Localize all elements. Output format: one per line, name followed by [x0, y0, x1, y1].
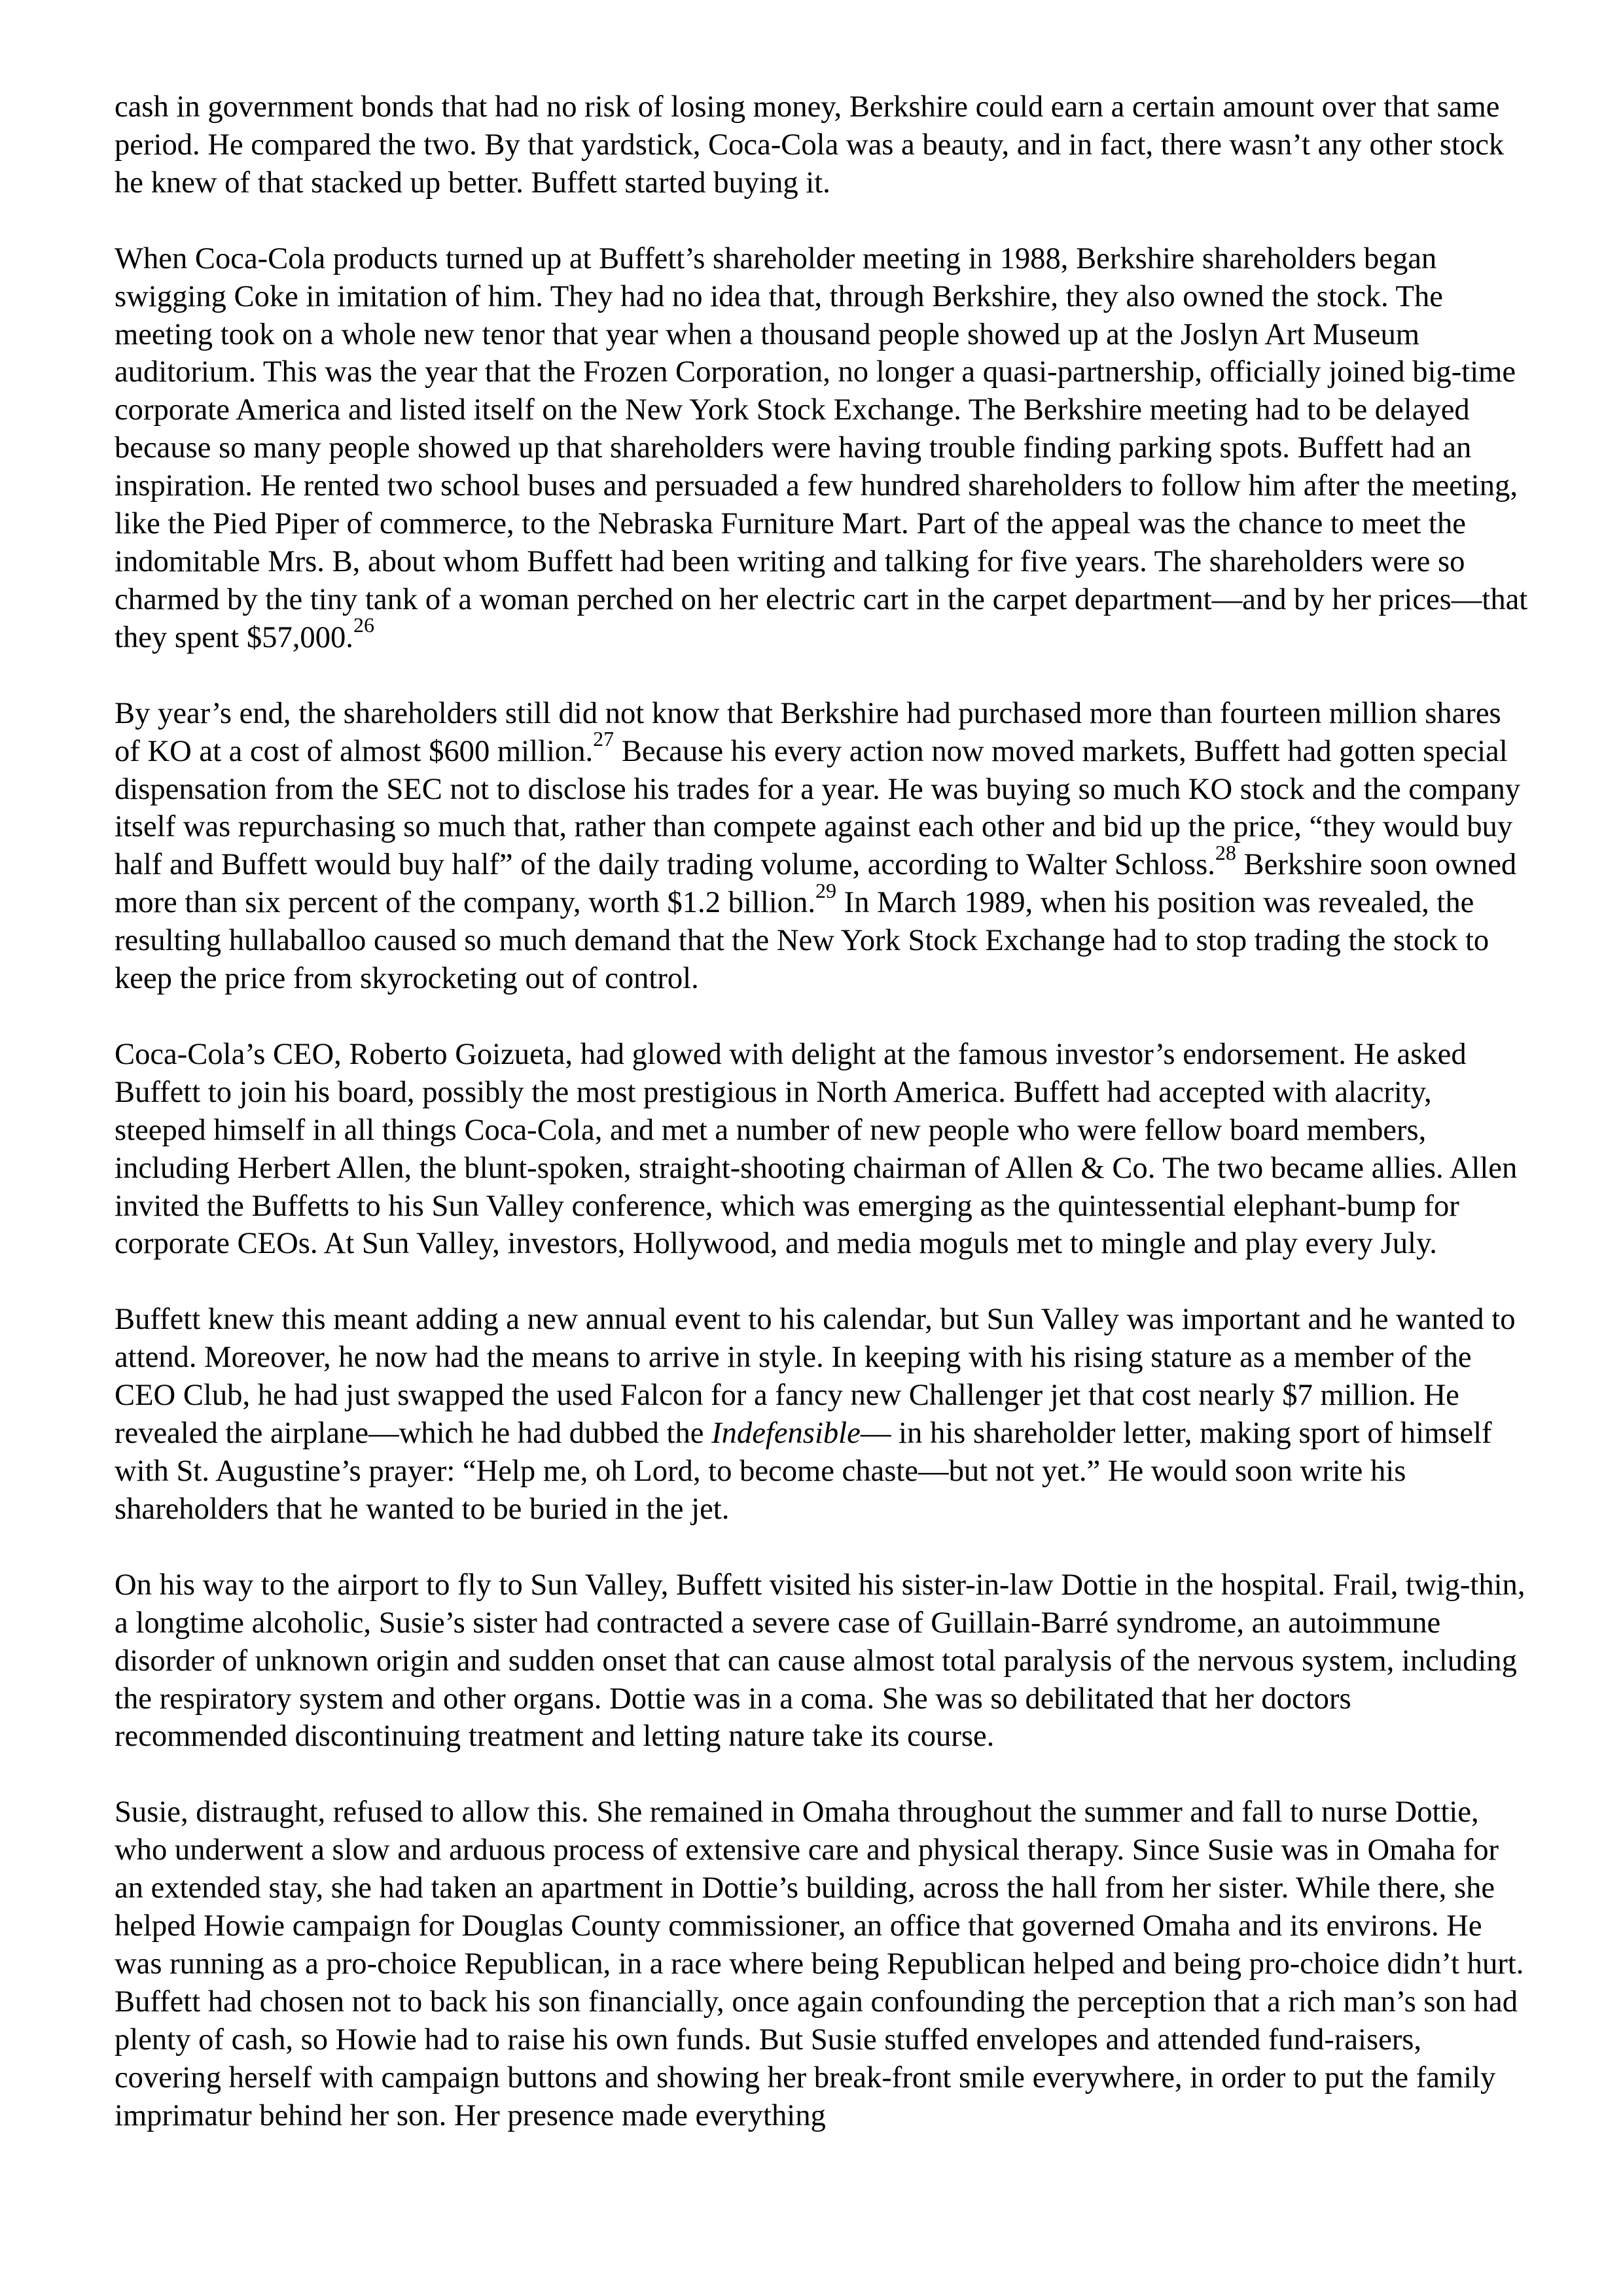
footnote-ref: 26 [353, 613, 374, 637]
paragraph-text: cash in government bonds that had no risk of losing money, Berkshire could earn a certain amount over that same period. He compared the two. By that yardstick, Coca-Cola was a beauty, and in fact, there wasn’t any other stock he knew of that stacked up better. Buffett started buying it. [115, 90, 1505, 200]
paragraph-text: Berkshire soon owned more than six percent of the company, worth $1.2 billion. [115, 847, 1517, 920]
paragraph-text: — in his shareholder letter, making sport of himself with St. Augustine’s prayer: “Help me, oh Lord, to become chaste—but not yet.” He would soon write his shareholders that he wanted to be buried in the jet. [115, 1416, 1492, 1526]
paragraph [115, 1301, 1528, 1528]
footnote-ref: 28 [1215, 840, 1236, 864]
footnote-ref: 29 [815, 878, 836, 902]
paragraph [115, 695, 1528, 998]
paragraph-text: Buffett knew this meant adding a new annual event to his calendar, but Sun Valley was important and he wanted to attend. Moreover, he now had the means to arrive in style. In keeping with his rising stature as a member of the CEO Club, he had just swapped the used Falcon for a fancy new Challenger jet that cost nearly $7 million. He revealed the airplane—which he had dubbed the [115, 1302, 1516, 1451]
paragraph [115, 240, 1528, 657]
italic-title: Indefensible [711, 1416, 861, 1451]
paragraph [115, 1566, 1528, 1756]
paragraph-text: Coca-Cola’s CEO, Roberto Goizueta, had glowed with delight at the famous investor’s endorsement. He asked Buffett to join his board, possibly the most prestigious in North America. Buffett had accepted with alacrity, steeped himself in all things Coca-Cola, and met a number of new people who were fellow board members, including Herbert Allen, the blunt-spoken, straight-shooting chairman of Allen & Co. The two became allies. Allen invited the Buffetts to his Sun Valley conference, which was emerging as the quintessential elephant-bump for corporate CEOs. At Sun Valley, investors, Hollywood, and media moguls met to mingle and play every July. [115, 1036, 1518, 1261]
paragraph [115, 1793, 1528, 2134]
paragraph-text: In March 1989, when his position was revealed, the resulting hullaballoo caused so much demand that the New York Stock Exchange had to stop trading the stock to keep the price from skyrocketing out of control. [115, 885, 1489, 996]
paragraph [115, 1036, 1528, 1263]
footnote-ref: 27 [593, 727, 615, 751]
paragraph-text: When Coca-Cola products turned up at Buffett’s shareholder meeting in 1988, Berkshire shareholders began swigging Coke in imitation of him. They had no idea that, through Berkshire, they also owned the stock. The meeting took on a whole new tenor that year when a thousand people showed up at the Joslyn Art Museum auditorium. This was the year that the Frozen Corporation, no longer a quasi-partnership, officially joined big-time corporate America and listed itself on the New York Stock Exchange. The Berkshire meeting had to be delayed because so many people showed up that shareholders were having trouble finding parking spots. Buffett had an inspiration. He rented two school buses and persuaded a few hundred shareholders to follow him after the meeting, like the Pied Piper of commerce, to the Nebraska Furniture Mart. Part of the appeal was the chance to meet the indomitable Mrs. B, about whom Buffett had been writing and talking for five years. The shareholders were so charmed by the tiny tank of a woman perched on her electric cart in the carpet department—and by her prices—that they spent $57,000. [115, 241, 1528, 654]
paragraph-text: Susie, distraught, refused to allow this. She remained in Omaha throughout the summer and fall to nurse Dottie, who underwent a slow and arduous process of extensive care and physical therapy. Since Susie was in Omaha for an extended stay, she had taken an apartment in Dottie’s building, across the hall from her sister. While there, she helped Howie campaign for Douglas County commissioner, an office that governed Omaha and its environs. He was running as a pro-choice Republican, in a race where being Republican helped and being pro-choice didn’t hurt. Buffett had chosen not to back his son financially, once again confounding the perception that a rich man’s son had plenty of cash, so Howie had to raise his own funds. But Susie stuffed envelopes and attended fund-raisers, covering herself with campaign buttons and showing her break-front smile everywhere, in order to put the family imprimatur behind her son. Her presence made everything [115, 1795, 1524, 2132]
document-page [115, 88, 1528, 2135]
paragraph-text: By year’s end, the shareholders still did not know that Berkshire had purchased more than fourteen million shares of KO at a cost of almost $600 million. [115, 696, 1501, 768]
paragraph [115, 88, 1528, 202]
paragraph-text: On his way to the airport to fly to Sun Valley, Buffett visited his sister-in-law Dottie in the hospital. Frail, twig-thin, a longtime alcoholic, Susie’s sister had contracted a severe case of Guillain-Barré syndrome, an autoimmune disorder of unknown origin and sudden onset that can cause almost total paralysis of the nervous system, including the respiratory system and other organs. Dottie was in a coma. She was so debilitated that her doctors recommended discontinuing treatment and letting nature take its course. [115, 1567, 1525, 1754]
paragraph-text: Because his every action now moved markets, Buffett had gotten special dispensation from the SEC not to disclose his trades for a year. He was buying so much KO stock and the company itself was repurchasing so much that, rather than compete against each other and bid up the price, “they would buy half and Buffett would buy half” of the daily trading volume, according to Walter Schloss. [115, 733, 1521, 882]
